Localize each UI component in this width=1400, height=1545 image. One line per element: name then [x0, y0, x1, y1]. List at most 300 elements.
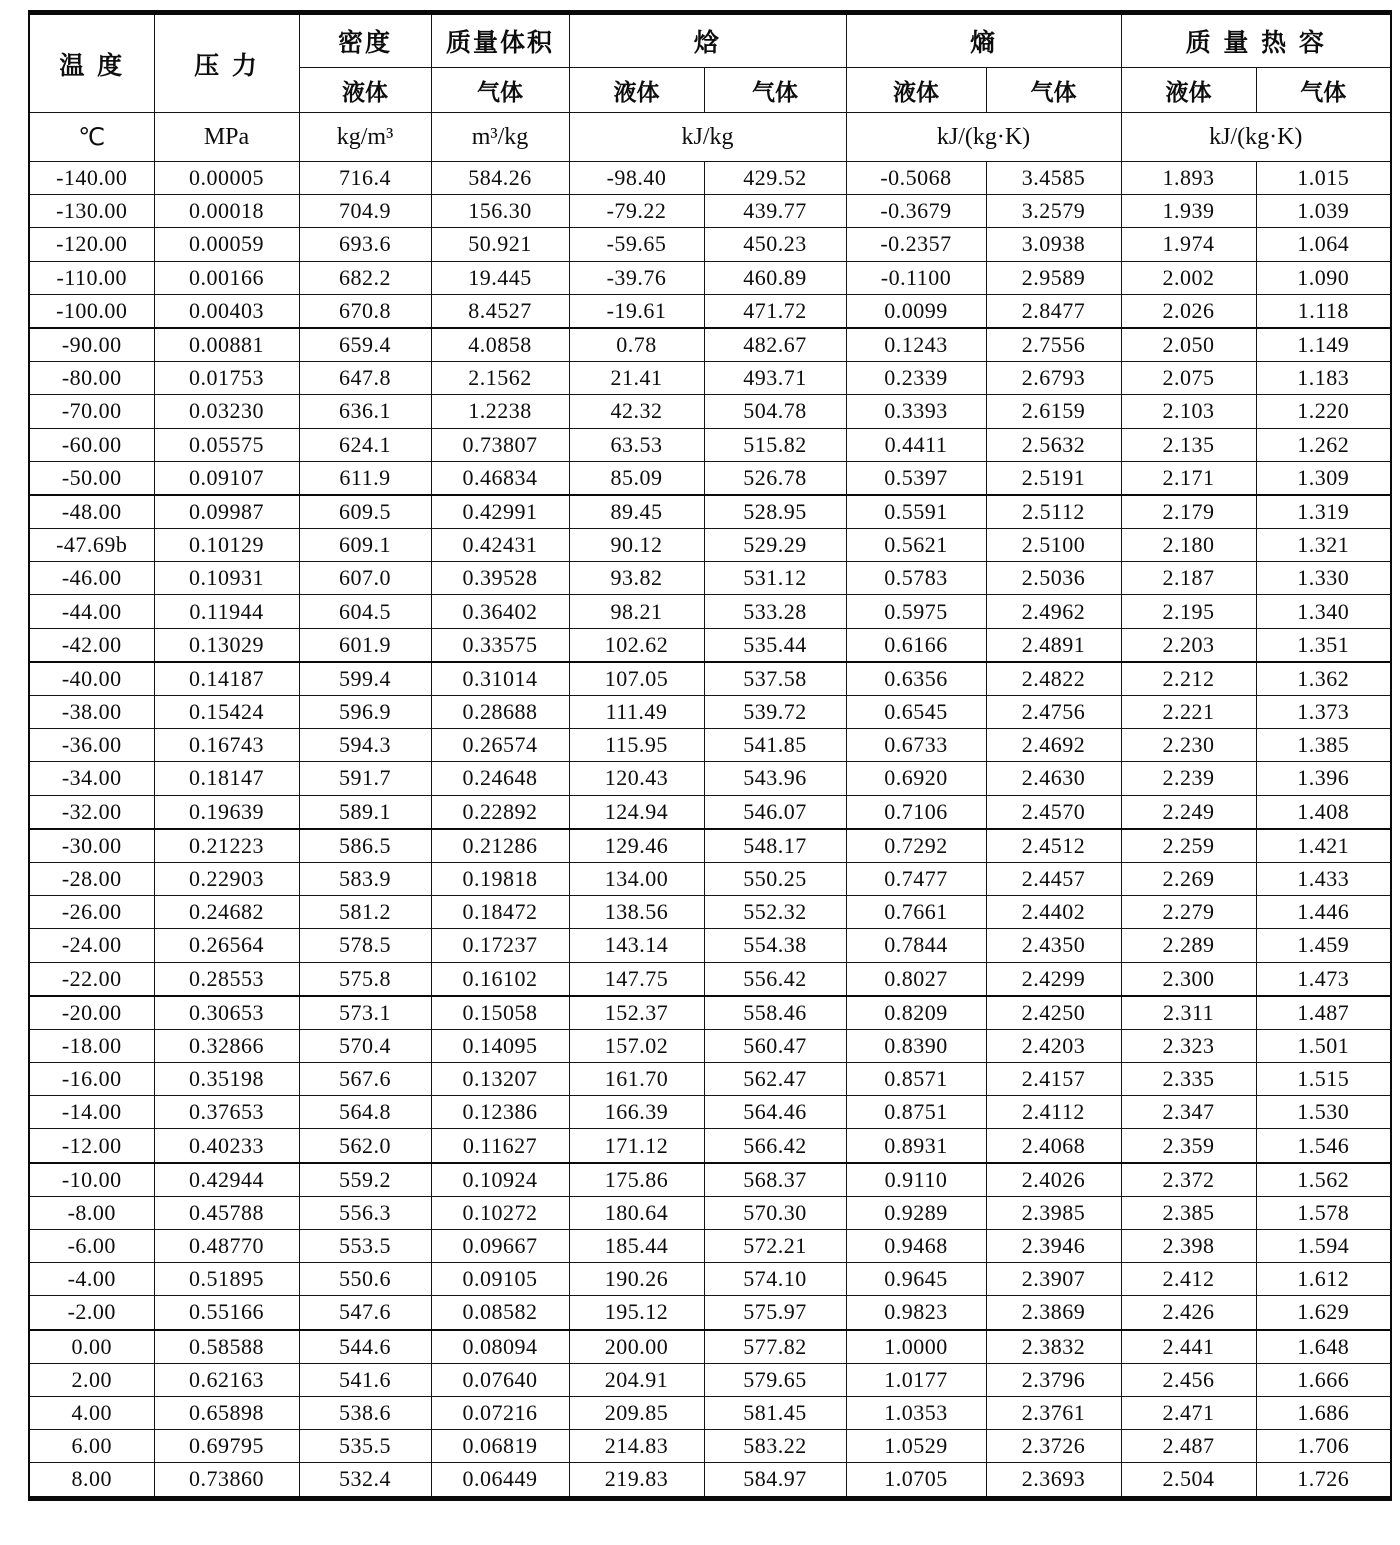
table-cell: 19.445: [431, 261, 569, 294]
table-cell: 581.45: [704, 1396, 846, 1429]
table-cell: 528.95: [704, 495, 846, 529]
table-cell: 594.3: [299, 729, 431, 762]
table-cell: 0.36402: [431, 595, 569, 628]
table-row: [29, 261, 1391, 294]
table-cell: 1.939: [1121, 195, 1256, 228]
table-cell: -19.61: [569, 294, 704, 328]
table-cell: 0.73807: [431, 428, 569, 461]
table-cell: 670.8: [299, 294, 431, 328]
table-cell: 1.594: [1256, 1230, 1391, 1263]
table-cell: 8.4527: [431, 294, 569, 328]
table-cell: 0.73860: [154, 1463, 299, 1498]
table-cell: -110.00: [29, 261, 154, 294]
table-row: [29, 1430, 1391, 1463]
table-cell: 0.19818: [431, 862, 569, 895]
table-cell: 539.72: [704, 696, 846, 729]
table-row: [29, 228, 1391, 261]
table-cell: 2.471: [1121, 1396, 1256, 1429]
table-cell: 3.4585: [986, 162, 1121, 195]
table-cell: 152.37: [569, 996, 704, 1030]
table-row: [29, 628, 1391, 662]
table-row: [29, 896, 1391, 929]
table-cell: -59.65: [569, 228, 704, 261]
table-cell: 219.83: [569, 1463, 704, 1498]
table-cell: 1.0000: [846, 1330, 986, 1364]
table-cell: 1.262: [1256, 428, 1391, 461]
table-row: [29, 1129, 1391, 1163]
table-cell: -28.00: [29, 862, 154, 895]
table-cell: 2.3907: [986, 1263, 1121, 1296]
table-cell: 0.09105: [431, 1263, 569, 1296]
table-cell: 0.55166: [154, 1296, 299, 1330]
table-cell: -20.00: [29, 996, 154, 1030]
table-row: [29, 495, 1391, 529]
table-cell: -40.00: [29, 662, 154, 696]
table-cell: 568.37: [704, 1163, 846, 1197]
table-cell: 1.446: [1256, 896, 1391, 929]
table-cell: 601.9: [299, 628, 431, 662]
table-cell: 1.385: [1256, 729, 1391, 762]
table-cell: 1.501: [1256, 1029, 1391, 1062]
table-cell: 531.12: [704, 562, 846, 595]
table-cell: 0.6356: [846, 662, 986, 696]
table-cell: 647.8: [299, 362, 431, 395]
table-cell: 0.00018: [154, 195, 299, 228]
table-cell: 2.00: [29, 1363, 154, 1396]
table-row: [29, 1296, 1391, 1330]
table-cell: 0.06819: [431, 1430, 569, 1463]
table-cell: 1.340: [1256, 595, 1391, 628]
table-cell: 209.85: [569, 1396, 704, 1429]
table-cell: 584.26: [431, 162, 569, 195]
table-cell: -42.00: [29, 628, 154, 662]
table-cell: 546.07: [704, 795, 846, 829]
header-temperature: 温 度: [29, 13, 154, 113]
table-cell: 1.362: [1256, 662, 1391, 696]
table-cell: 2.212: [1121, 662, 1256, 696]
table-cell: 4.0858: [431, 328, 569, 362]
table-cell: 559.2: [299, 1163, 431, 1197]
table-cell: 0.18147: [154, 762, 299, 795]
table-cell: 538.6: [299, 1396, 431, 1429]
table-cell: 0.37653: [154, 1096, 299, 1129]
unit-density: kg/m³: [299, 113, 431, 162]
table-cell: -14.00: [29, 1096, 154, 1129]
table-cell: 2.5112: [986, 495, 1121, 529]
table-cell: -140.00: [29, 162, 154, 195]
table-cell: 2.187: [1121, 562, 1256, 595]
table-cell: 0.1243: [846, 328, 986, 362]
table-cell: 0.00: [29, 1330, 154, 1364]
table-cell: 2.5632: [986, 428, 1121, 461]
table-cell: -120.00: [29, 228, 154, 261]
table-cell: 0.5397: [846, 461, 986, 495]
table-cell: 0.28688: [431, 696, 569, 729]
table-cell: 166.39: [569, 1096, 704, 1129]
table-cell: 2.103: [1121, 395, 1256, 428]
table-cell: 2.4570: [986, 795, 1121, 829]
table-cell: 2.4299: [986, 962, 1121, 996]
table-cell: 2.075: [1121, 362, 1256, 395]
table-cell: 185.44: [569, 1230, 704, 1263]
table-cell: 604.5: [299, 595, 431, 628]
table-cell: 636.1: [299, 395, 431, 428]
table-cell: 716.4: [299, 162, 431, 195]
table-row: [29, 1396, 1391, 1429]
subheader-entropy-gas: 气体: [986, 68, 1121, 113]
table-cell: -98.40: [569, 162, 704, 195]
table-cell: 0.18472: [431, 896, 569, 929]
table-cell: -39.76: [569, 261, 704, 294]
table-cell: 471.72: [704, 294, 846, 328]
table-cell: 583.22: [704, 1430, 846, 1463]
table-cell: 0.8571: [846, 1063, 986, 1096]
table-cell: -32.00: [29, 795, 154, 829]
table-cell: 515.82: [704, 428, 846, 461]
table-cell: 0.14187: [154, 662, 299, 696]
table-cell: 134.00: [569, 862, 704, 895]
table-cell: 1.530: [1256, 1096, 1391, 1129]
table-cell: 0.7292: [846, 829, 986, 863]
table-cell: 0.00059: [154, 228, 299, 261]
table-row: [29, 1196, 1391, 1229]
table-cell: 0.10129: [154, 529, 299, 562]
table-cell: 1.487: [1256, 996, 1391, 1030]
table-cell: 0.8931: [846, 1129, 986, 1163]
table-cell: 0.7477: [846, 862, 986, 895]
table-cell: 0.07640: [431, 1363, 569, 1396]
table-cell: 0.19639: [154, 795, 299, 829]
table-cell: 50.921: [431, 228, 569, 261]
table-cell: 0.58588: [154, 1330, 299, 1364]
table-cell: 1.473: [1256, 962, 1391, 996]
table-cell: 2.504: [1121, 1463, 1256, 1498]
table-cell: 2.3726: [986, 1430, 1121, 1463]
table-cell: -0.1100: [846, 261, 986, 294]
table-cell: 0.22892: [431, 795, 569, 829]
table-cell: 0.08094: [431, 1330, 569, 1364]
table-cell: -4.00: [29, 1263, 154, 1296]
table-cell: 0.01753: [154, 362, 299, 395]
table-cell: 596.9: [299, 696, 431, 729]
table-cell: 2.3946: [986, 1230, 1121, 1263]
table-row: [29, 1163, 1391, 1197]
table-cell: 2.3796: [986, 1363, 1121, 1396]
table-cell: -30.00: [29, 829, 154, 863]
table-cell: 102.62: [569, 628, 704, 662]
table-cell: 2.4692: [986, 729, 1121, 762]
table-cell: 2.230: [1121, 729, 1256, 762]
table-row: [29, 929, 1391, 962]
table-cell: 2.4112: [986, 1096, 1121, 1129]
table-cell: 0.08582: [431, 1296, 569, 1330]
table-cell: 1.064: [1256, 228, 1391, 261]
table-cell: 567.6: [299, 1063, 431, 1096]
table-row: [29, 696, 1391, 729]
table-cell: 562.0: [299, 1129, 431, 1163]
table-cell: 1.515: [1256, 1063, 1391, 1096]
table-cell: 3.2579: [986, 195, 1121, 228]
table-cell: 1.578: [1256, 1196, 1391, 1229]
table-cell: 584.97: [704, 1463, 846, 1498]
table-row: [29, 862, 1391, 895]
table-cell: 2.456: [1121, 1363, 1256, 1396]
table-cell: 0.42431: [431, 529, 569, 562]
table-cell: 2.4402: [986, 896, 1121, 929]
table-cell: 120.43: [569, 762, 704, 795]
table-cell: 111.49: [569, 696, 704, 729]
table-cell: 161.70: [569, 1063, 704, 1096]
table-row: [29, 1363, 1391, 1396]
table-cell: -50.00: [29, 461, 154, 495]
table-cell: 0.8751: [846, 1096, 986, 1129]
table-cell: 0.07216: [431, 1396, 569, 1429]
table-cell: 0.8390: [846, 1029, 986, 1062]
table-row: [29, 395, 1391, 428]
table-row: [29, 428, 1391, 461]
table-cell: 0.22903: [154, 862, 299, 895]
table-cell: 0.17237: [431, 929, 569, 962]
table-cell: -60.00: [29, 428, 154, 461]
table-cell: -90.00: [29, 328, 154, 362]
header-mass-volume: 质量体积: [431, 13, 569, 68]
table-cell: 0.00881: [154, 328, 299, 362]
table-cell: 575.8: [299, 962, 431, 996]
table-cell: 0.10272: [431, 1196, 569, 1229]
table-cell: 0.39528: [431, 562, 569, 595]
table-cell: 2.3832: [986, 1330, 1121, 1364]
table-cell: 0.05575: [154, 428, 299, 461]
table-cell: 0.06449: [431, 1463, 569, 1498]
subheader-density-liquid: 液体: [299, 68, 431, 113]
table-cell: -22.00: [29, 962, 154, 996]
table-cell: -79.22: [569, 195, 704, 228]
table-cell: 93.82: [569, 562, 704, 595]
table-cell: -0.5068: [846, 162, 986, 195]
table-cell: 0.6545: [846, 696, 986, 729]
table-cell: 2.4026: [986, 1163, 1121, 1197]
table-cell: 609.1: [299, 529, 431, 562]
table-row: [29, 461, 1391, 495]
table-cell: 0.2339: [846, 362, 986, 395]
table-cell: 599.4: [299, 662, 431, 696]
table-cell: 624.1: [299, 428, 431, 461]
table-cell: 0.28553: [154, 962, 299, 996]
table-cell: 2.6793: [986, 362, 1121, 395]
table-cell: 1.433: [1256, 862, 1391, 895]
table-cell: 2.487: [1121, 1430, 1256, 1463]
table-cell: 0.0099: [846, 294, 986, 328]
table-row: [29, 762, 1391, 795]
subheader-enthalpy-gas: 气体: [704, 68, 846, 113]
table-cell: -80.00: [29, 362, 154, 395]
table-cell: 2.441: [1121, 1330, 1256, 1364]
unit-entropy: kJ/(kg·K): [846, 113, 1121, 162]
table-cell: 1.648: [1256, 1330, 1391, 1364]
table-cell: 0.16102: [431, 962, 569, 996]
table-cell: 579.65: [704, 1363, 846, 1396]
table-cell: 1.118: [1256, 294, 1391, 328]
table-cell: 575.97: [704, 1296, 846, 1330]
table-cell: 547.6: [299, 1296, 431, 1330]
header-heat-capacity: 质 量 热 容: [1121, 13, 1391, 68]
table-cell: 0.9110: [846, 1163, 986, 1197]
table-cell: 0.6733: [846, 729, 986, 762]
table-cell: 570.4: [299, 1029, 431, 1062]
table-cell: 0.33575: [431, 628, 569, 662]
table-cell: 572.21: [704, 1230, 846, 1263]
table-cell: -24.00: [29, 929, 154, 962]
table-cell: 0.5621: [846, 529, 986, 562]
table-cell: 1.149: [1256, 328, 1391, 362]
table-cell: 1.546: [1256, 1129, 1391, 1163]
table-cell: 195.12: [569, 1296, 704, 1330]
table-cell: 1.0705: [846, 1463, 986, 1498]
table-cell: 0.03230: [154, 395, 299, 428]
table-cell: 0.09987: [154, 495, 299, 529]
table-cell: -8.00: [29, 1196, 154, 1229]
table-cell: -16.00: [29, 1063, 154, 1096]
table-cell: 2.171: [1121, 461, 1256, 495]
table-cell: 0.46834: [431, 461, 569, 495]
table-cell: -46.00: [29, 562, 154, 595]
header-entropy: 熵: [846, 13, 1121, 68]
table-cell: 1.893: [1121, 162, 1256, 195]
table-cell: 550.25: [704, 862, 846, 895]
table-cell: 2.323: [1121, 1029, 1256, 1062]
table-cell: 0.26574: [431, 729, 569, 762]
table-cell: 2.347: [1121, 1096, 1256, 1129]
table-cell: 0.10931: [154, 562, 299, 595]
table-cell: 124.94: [569, 795, 704, 829]
table-cell: 171.12: [569, 1129, 704, 1163]
table-cell: 2.9589: [986, 261, 1121, 294]
table-cell: -0.3679: [846, 195, 986, 228]
subheader-heatcap-gas: 气体: [1256, 68, 1391, 113]
table-row: [29, 162, 1391, 195]
table-cell: 578.5: [299, 929, 431, 962]
header-pressure: 压 力: [154, 13, 299, 113]
table-cell: 0.8209: [846, 996, 986, 1030]
table-cell: 89.45: [569, 495, 704, 529]
table-cell: -34.00: [29, 762, 154, 795]
table-cell: 1.726: [1256, 1463, 1391, 1498]
subheader-massvolume-gas: 气体: [431, 68, 569, 113]
table-cell: 611.9: [299, 461, 431, 495]
table-cell: -47.69b: [29, 529, 154, 562]
table-row: [29, 1029, 1391, 1062]
table-cell: 581.2: [299, 896, 431, 929]
table-cell: 2.026: [1121, 294, 1256, 328]
table-cell: 550.6: [299, 1263, 431, 1296]
table-cell: 2.3869: [986, 1296, 1121, 1330]
table-cell: 143.14: [569, 929, 704, 962]
table-cell: 1.2238: [431, 395, 569, 428]
table-cell: 2.5100: [986, 529, 1121, 562]
table-cell: 2.180: [1121, 529, 1256, 562]
table-cell: 2.335: [1121, 1063, 1256, 1096]
table-cell: 0.09107: [154, 461, 299, 495]
table-cell: 0.65898: [154, 1396, 299, 1429]
table-cell: 2.300: [1121, 962, 1256, 996]
table-row: [29, 1263, 1391, 1296]
table-cell: 0.11627: [431, 1129, 569, 1163]
table-cell: 0.7661: [846, 896, 986, 929]
table-cell: 2.3761: [986, 1396, 1121, 1429]
table-cell: 0.16743: [154, 729, 299, 762]
table-cell: 0.21286: [431, 829, 569, 863]
table-cell: 2.4350: [986, 929, 1121, 962]
table-cell: 0.5783: [846, 562, 986, 595]
table-cell: 0.9645: [846, 1263, 986, 1296]
table-cell: -12.00: [29, 1129, 154, 1163]
table-cell: 6.00: [29, 1430, 154, 1463]
table-cell: 533.28: [704, 595, 846, 628]
table-cell: -6.00: [29, 1230, 154, 1263]
table-cell: 2.4891: [986, 628, 1121, 662]
table-cell: 537.58: [704, 662, 846, 696]
table-cell: 566.42: [704, 1129, 846, 1163]
table-cell: 0.15058: [431, 996, 569, 1030]
table-row: [29, 795, 1391, 829]
table-cell: -38.00: [29, 696, 154, 729]
table-cell: 589.1: [299, 795, 431, 829]
table-cell: 157.02: [569, 1029, 704, 1062]
table-cell: 85.09: [569, 461, 704, 495]
table-cell: 450.23: [704, 228, 846, 261]
table-cell: 1.686: [1256, 1396, 1391, 1429]
table-cell: 138.56: [569, 896, 704, 929]
table-cell: 180.64: [569, 1196, 704, 1229]
table-cell: 0.9289: [846, 1196, 986, 1229]
table-cell: 526.78: [704, 461, 846, 495]
table-cell: 107.05: [569, 662, 704, 696]
table-cell: 0.42944: [154, 1163, 299, 1197]
table-cell: 0.9823: [846, 1296, 986, 1330]
table-cell: 1.090: [1256, 261, 1391, 294]
table-cell: 0.4411: [846, 428, 986, 461]
table-cell: 543.96: [704, 762, 846, 795]
table-cell: 548.17: [704, 829, 846, 863]
table-row: [29, 729, 1391, 762]
unit-enthalpy: kJ/kg: [569, 113, 846, 162]
table-cell: 2.5036: [986, 562, 1121, 595]
table-cell: 1.351: [1256, 628, 1391, 662]
table-cell: 535.5: [299, 1430, 431, 1463]
table-cell: 535.44: [704, 628, 846, 662]
table-cell: 553.5: [299, 1230, 431, 1263]
table-cell: -0.2357: [846, 228, 986, 261]
table-cell: -26.00: [29, 896, 154, 929]
table-cell: 562.47: [704, 1063, 846, 1096]
table-cell: 2.4457: [986, 862, 1121, 895]
table-row: [29, 1463, 1391, 1498]
table-cell: 577.82: [704, 1330, 846, 1364]
table-cell: 2.249: [1121, 795, 1256, 829]
table-cell: 0.13207: [431, 1063, 569, 1096]
table-cell: 1.629: [1256, 1296, 1391, 1330]
table-row: [29, 294, 1391, 328]
table-cell: 2.4512: [986, 829, 1121, 863]
table-cell: 2.5191: [986, 461, 1121, 495]
table-cell: 564.8: [299, 1096, 431, 1129]
unit-heat-capacity: kJ/(kg·K): [1121, 113, 1391, 162]
table-cell: 591.7: [299, 762, 431, 795]
table-cell: 0.35198: [154, 1063, 299, 1096]
table-cell: 2.7556: [986, 328, 1121, 362]
header-density: 密度: [299, 13, 431, 68]
table-cell: 2.4068: [986, 1129, 1121, 1163]
